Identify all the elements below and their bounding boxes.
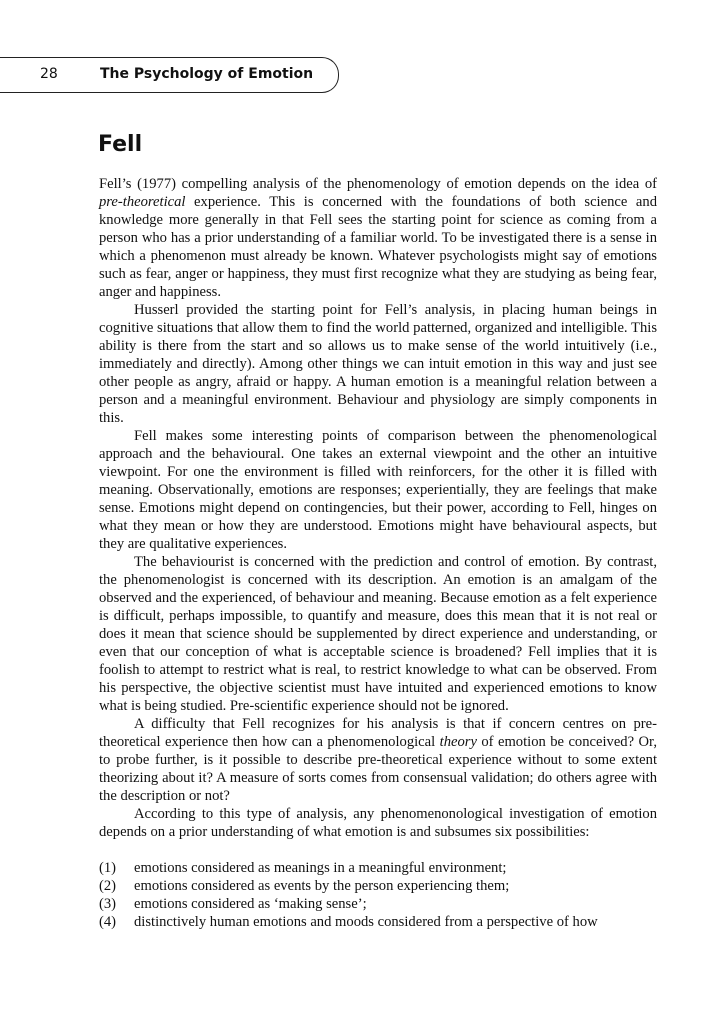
paragraph-6: According to this type of analysis, any phenomenonological investigation of emotion depends on a prior understanding of what emotion is and subsumes six possibilities: bbox=[99, 806, 657, 840]
list-item bbox=[99, 895, 657, 913]
paragraph-3: Fell makes some interesting points of comparison between the phenomenological approach and the behavioural. One takes an external viewpoint and the other an intuitive viewpoint. For one the environment is filled with reinforcers, for the other it is filled with meaning. Observationally, emotions are responses; experientially, they are feelings that make sense. Emotions might depend on contingencies, but their power, according to Fell, hinges on what they mean or how they are understood. Emotions might have behavioural aspects, but they are qualitative experiences. bbox=[99, 428, 657, 552]
paragraph-1-part-a: Fell’s (1977) compelling analysis of the phenomenology of emotion depends on the idea of bbox=[99, 176, 657, 192]
paragraph-4: The behaviourist is concerned with the prediction and control of emotion. By contrast, the phenomenologist is concerned with its description. An emotion is an amalgam of the observed and the experienced, of behaviour and meaning. Because emotion as a felt experience is difficult, perhaps impossible, to quantify and measure, does this mean that it is not real or does it mean that science should be supplemented by direct experience and understanding, or even that our conception of what is acceptable science is broadened? Fell implies that it is foolish to attempt to restrict what is real, to restrict knowledge to what can be observed. From his perspective, the objective scientist must have intuited and experienced emotions to know what is being studied. Pre-scientific experience should not be ignored. bbox=[99, 554, 657, 714]
section-heading: Fell bbox=[98, 132, 143, 157]
list-item-number: (4) bbox=[99, 914, 117, 930]
list-item bbox=[99, 859, 657, 877]
paragraph-1 bbox=[99, 175, 657, 301]
running-title: The Psychology of Emotion bbox=[100, 66, 314, 82]
body-text bbox=[99, 175, 657, 931]
list-item-text: emotions considered as events by the person experiencing them; bbox=[134, 878, 510, 894]
paragraph-2: Husserl provided the starting point for Fell’s analysis, in placing human beings in cognitive situations that allow them to find the world patterned, organized and intelligible. This ability is there from the start and so allows us to make sense of the world intuitively (i.e., immediately and directly). Among other things we can intuit emotion in this way and just see other people as angry, afraid or happy. A human emotion is a meaningful relation between a person and a meaningful environment. Behaviour and physiology are simply components in this. bbox=[99, 302, 657, 426]
list-item-text: emotions considered as ‘making sense’; bbox=[134, 896, 367, 912]
paragraph-5 bbox=[99, 715, 657, 805]
list-item-text: emotions considered as meanings in a meaningful environment; bbox=[134, 860, 507, 876]
page-number: 28 bbox=[40, 66, 58, 82]
paragraph-5-emphasis: theory bbox=[439, 734, 477, 750]
list-item-text: distinctively human emotions and moods considered from a perspective of how bbox=[134, 914, 598, 930]
paragraph-5-part-b: of emotion be conceived? Or, to probe further, is it possible to describe pre-theoretical experience without to some extent theorizing about it? A measure of sorts comes from consensual validation; do others agree with the description or not? bbox=[99, 734, 657, 804]
list-item-number: (2) bbox=[99, 878, 117, 894]
list-item bbox=[99, 913, 657, 931]
possibilities-list bbox=[99, 859, 657, 931]
list-item bbox=[99, 877, 657, 895]
paragraph-1-emphasis: pre-theoretical bbox=[99, 194, 186, 210]
paragraph-1-part-b: experience. This is concerned with the foundations of both science and knowledge more generally in that Fell sees the starting point for science as coming from a person who has a prior understanding of a familiar world. To be investigated there is a sense in which a phenomenon must already be known. Whatever psychologists might say of emotions such as fear, anger or happiness, they must first recognize what they are studying as being fear, anger and happiness. bbox=[99, 194, 657, 300]
list-item-number: (3) bbox=[99, 896, 117, 912]
list-item-number: (1) bbox=[99, 860, 117, 876]
paragraph-5-part-a: A difficulty that Fell recognizes for his analysis is that if concern centres on pre-theoretical experience then how can a phenomenological bbox=[99, 716, 657, 750]
